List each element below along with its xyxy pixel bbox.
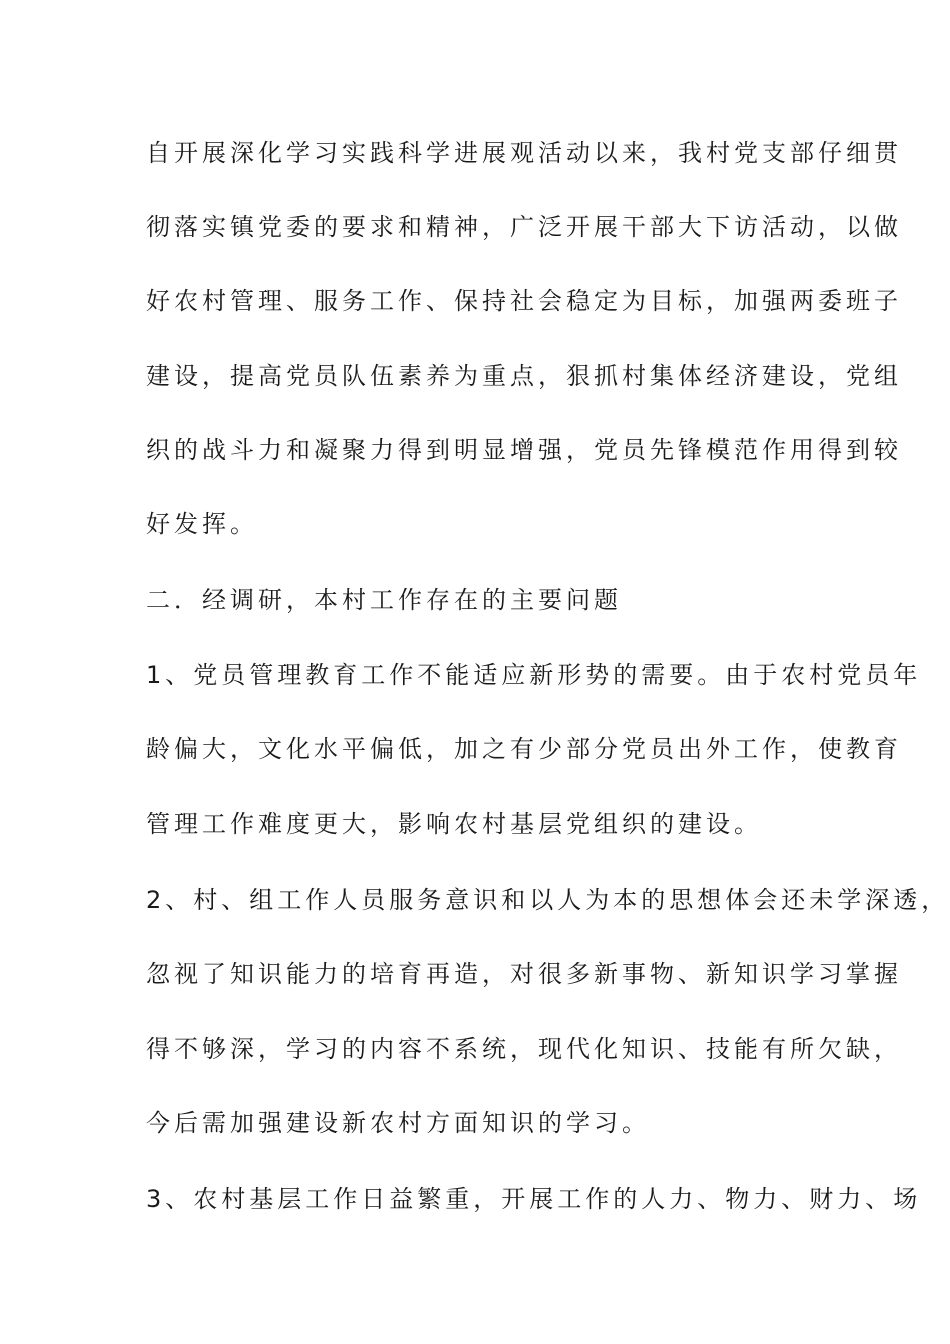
text-line-15: 3、农村基层工作日益繁重，开展工作的人力、物力、财力、场	[146, 1185, 922, 1213]
text-line-11: 2、村、组工作人员服务意识和以人为本的思想体会还未学深透，	[146, 886, 950, 914]
text-line-4: 建设，提高党员队伍素养为重点，狠抓村集体经济建设，党组	[146, 362, 902, 390]
text-line-14: 今后需加强建设新农村方面知识的学习。	[146, 1109, 650, 1137]
text-line-3: 好农村管理、服务工作、保持社会稳定为目标，加强两委班子	[146, 287, 902, 315]
text-line-9: 龄偏大，文化水平偏低，加之有少部分党员出外工作，使教育	[146, 735, 902, 763]
text-line-8: 1、党员管理教育工作不能适应新形势的需要。由于农村党员年	[146, 661, 922, 689]
section-heading: 二．经调研，本村工作存在的主要问题	[146, 586, 622, 614]
text-line-10: 管理工作难度更大，影响农村基层党组织的建设。	[146, 810, 762, 838]
text-line-12: 忽视了知识能力的培育再造，对很多新事物、新知识学习掌握	[146, 960, 902, 988]
text-line-5: 织的战斗力和凝聚力得到明显增强，党员先锋模范作用得到较	[146, 436, 902, 464]
text-line-2: 彻落实镇党委的要求和精神，广泛开展干部大下访活动，以做	[146, 213, 902, 241]
text-line-13: 得不够深，学习的内容不系统，现代化知识、技能有所欠缺，	[146, 1035, 902, 1063]
text-line-1: 自开展深化学习实践科学进展观活动以来，我村党支部仔细贯	[146, 139, 902, 167]
text-line-6: 好发挥。	[146, 510, 258, 538]
